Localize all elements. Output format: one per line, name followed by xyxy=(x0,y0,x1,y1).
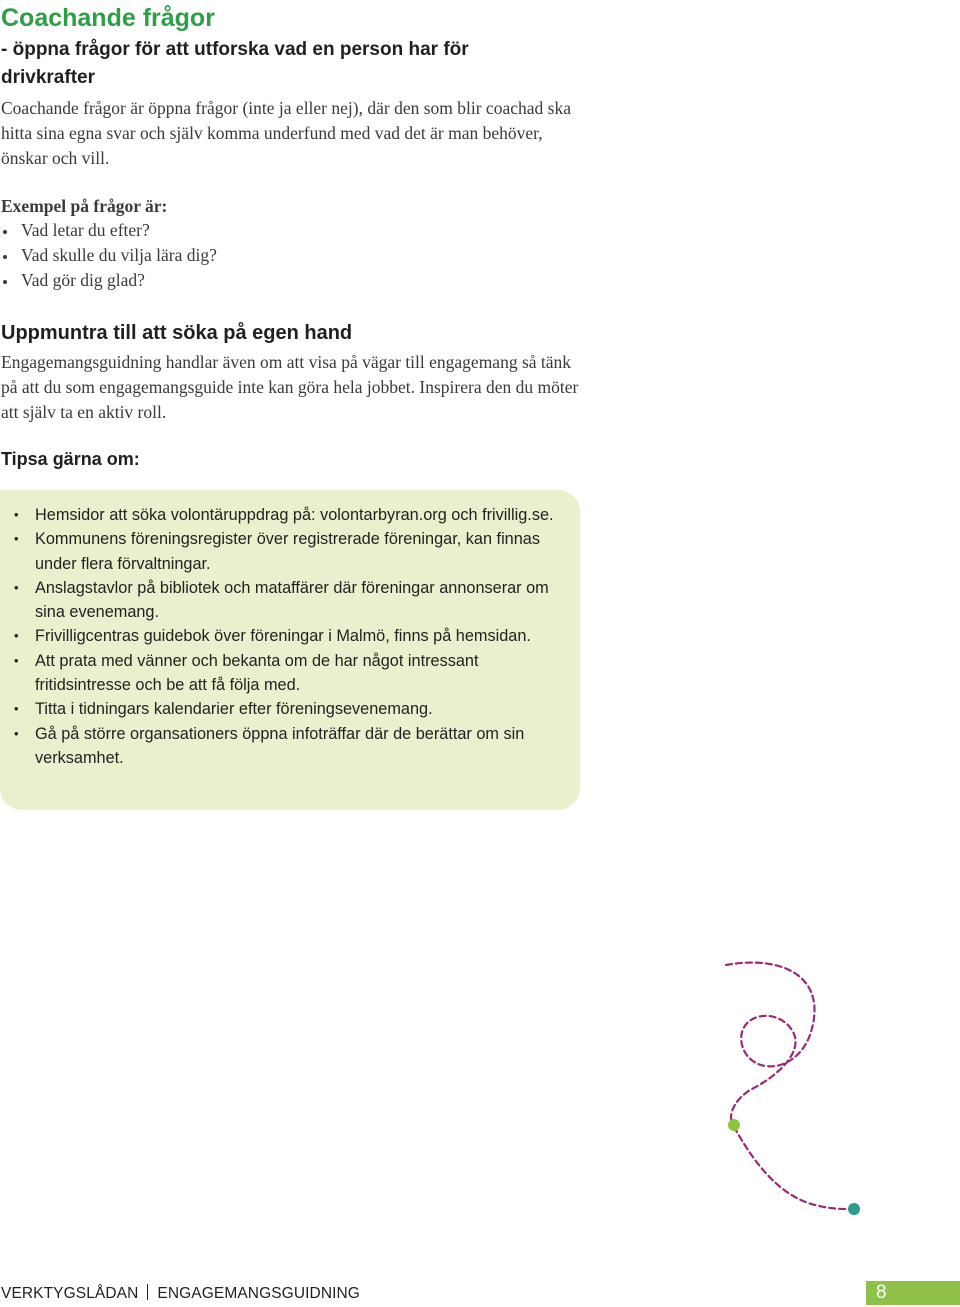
examples-list xyxy=(1,218,217,293)
tips-heading: Tipsa gärna om: xyxy=(1,449,140,469)
green-dot-icon xyxy=(728,1119,740,1131)
list-item: • Hemsidor att söka volontäruppdrag på: volontarbyran.org och frivillig.se. xyxy=(14,503,562,527)
tips-list xyxy=(14,503,562,770)
intro-paragraph: Coachande frågor är öppna frågor (inte ja eller nej), där den som blir coachad ska hitta sina egna svar och själv komma underfund med vad det är man behöver, önskar och vill. xyxy=(1,98,571,168)
teal-dot-icon xyxy=(848,1203,860,1215)
list-item: Vad gör dig glad? xyxy=(1,268,217,293)
page-number-box xyxy=(866,1281,960,1305)
list-item: • Kommunens föreningsregister över registrerade föreningar, kan finnas under flera förvaltningar. xyxy=(14,527,562,576)
tips-box xyxy=(0,490,580,810)
dashed-path-decoration xyxy=(720,955,880,1225)
list-item: Vad skulle du vilja lära dig? xyxy=(1,243,217,268)
page-number: 8 xyxy=(876,1282,887,1303)
section-heading: Uppmuntra till att söka på egen hand xyxy=(1,322,353,344)
footer xyxy=(1,1284,360,1304)
footer-left: VERKTYGSLÅDAN xyxy=(1,1285,139,1302)
list-item: • Frivilligcentras guidebok över föreningar i Malmö, finns på hemsidan. xyxy=(14,624,562,648)
section-paragraph: Engagemangsguidning handlar även om att visa på vägar till engagemang så tänk på att du som engagemangsguide inte kan göra hela jobbet. Inspirera den du möter att själv ta en aktiv roll. xyxy=(1,352,579,422)
footer-right: ENGAGEMANGSGUIDNING xyxy=(157,1285,360,1302)
footer-divider xyxy=(147,1284,148,1300)
dashed-tail-icon xyxy=(734,1127,854,1209)
list-item: • Anslagstavlor på bibliotek och mataffärer där föreningar annonserar om sina evenemang. xyxy=(14,576,562,625)
list-item: • Att prata med vänner och bekanta om de har något intressant fritidsintresse och be att få följa med. xyxy=(14,649,562,698)
dashed-swirl-icon xyxy=(726,963,815,1125)
examples-heading: Exempel på frågor är: xyxy=(1,196,168,216)
page-subtitle: - öppna frågor för att utforska vad en person har för drivkrafter xyxy=(1,39,469,88)
list-item: • Titta i tidningars kalendarier efter föreningsevenemang. xyxy=(14,697,562,721)
list-item: Vad letar du efter? xyxy=(1,218,217,243)
list-item: • Gå på större organsationers öppna infoträffar där de berättar om sin verksamhet. xyxy=(14,722,562,771)
page-title: Coachande frågor xyxy=(1,4,215,32)
